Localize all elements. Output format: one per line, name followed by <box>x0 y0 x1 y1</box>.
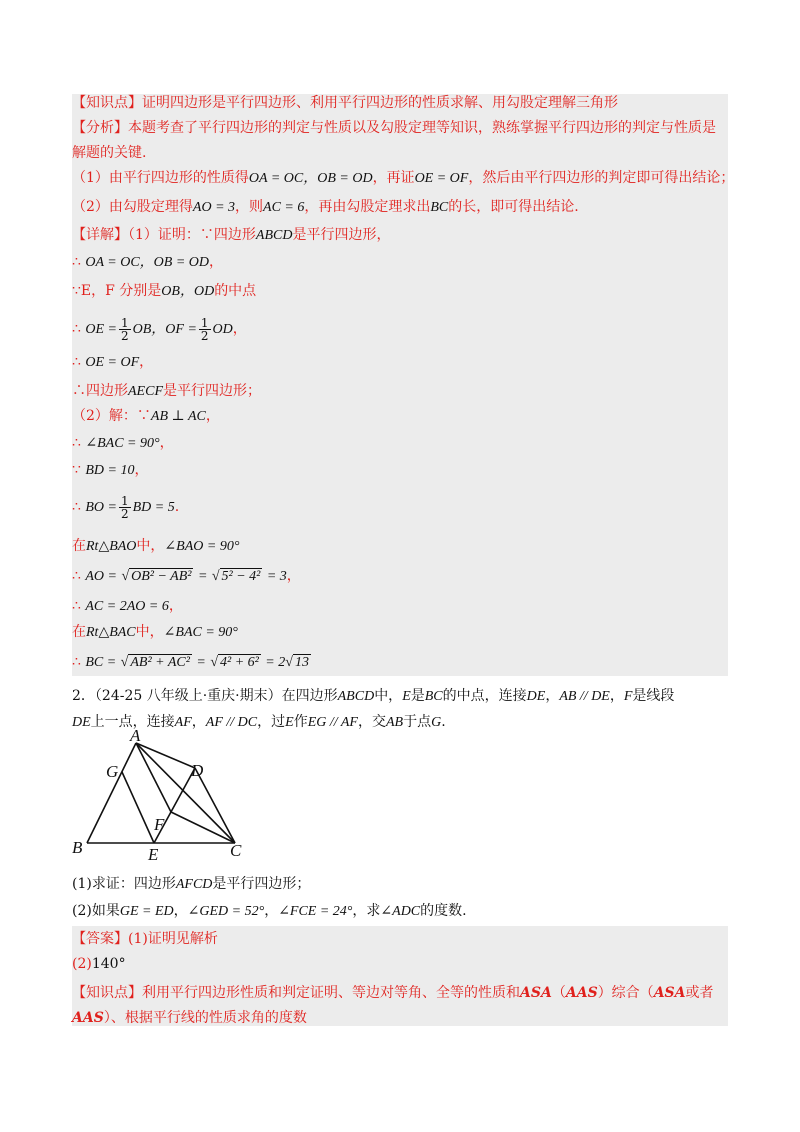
point-label-g: G <box>106 762 119 781</box>
fraction-half: $\frac{1}{2}$ <box>120 315 129 343</box>
segment-ab <box>87 743 136 843</box>
point-label-b: B <box>72 838 83 857</box>
sub-question-2: (2)如果GE = ED，∠GED = 52°，∠FCE = 24°，求∠ADC的度数. <box>72 903 467 919</box>
answer-line-2: (2)140° <box>72 956 126 972</box>
knowledge-points-label: 【知识点】 <box>72 95 142 111</box>
step-aecf-parallelogram: ∴四边形AECF是平行四边形； <box>72 383 261 399</box>
step-ac: ∴ AC = 2AO = 6， <box>72 598 183 614</box>
step-oe-eq-of: ∴ OE = OF， <box>72 354 154 370</box>
point-label-c: C <box>230 841 242 860</box>
step-midpoints: ∵E，F 分别是OB，OD的中点 <box>72 283 257 299</box>
segment-ad <box>136 743 195 768</box>
problem2-line2: DE上一点，连接AF，AF // DC，过E作EG // AF，交AB于点G. <box>72 714 446 730</box>
point-label-f: F <box>154 815 165 834</box>
segment-fc <box>171 812 235 843</box>
analysis-part1: （1）由平行四边形的性质得OA = OC，OB = OD，再证OE = OF，然后由平行四边形的判定即可得出结论； <box>72 170 735 186</box>
step-bd: ∵ BD = 10， <box>72 462 149 478</box>
answer-label: 【答案】 <box>72 931 128 947</box>
knowledge-points-2-line-2: AAS）、根据平行线的性质求角的度数 <box>72 1010 307 1026</box>
step-oa-oc: ∴ OA = OC，OB = OD， <box>72 254 224 270</box>
point-label-e: E <box>148 845 159 864</box>
detail-label: 【详解】 <box>72 227 128 243</box>
step-rt-bac: 在Rt△BAC中，∠BAC = 90° <box>72 624 238 640</box>
step-angle-bac: ∴ ∠BAC = 90°， <box>72 435 174 451</box>
step-rt-bao: 在Rt△BAO中，∠BAO = 90° <box>72 538 240 554</box>
segment-ac <box>136 743 235 843</box>
analysis-label: 【分析】 <box>72 120 128 136</box>
point-label-a: A <box>130 730 141 745</box>
segment-ge <box>122 772 154 843</box>
point-label-d: D <box>191 761 204 780</box>
step-bc: ∴ BC = √ AB² + AC² = √ 4² + 6² = 2√ 13 <box>72 654 309 670</box>
analysis-line: 【分析】本题考查了平行四边形的判定与性质以及勾股定理等知识，熟练掌握平行四边形的判定与性质是 <box>72 120 716 136</box>
problem2-line1: 2．（24-25 八年级上·重庆·期末）在四边形ABCD中，E是BC的中点，连接DE，AB // DE，F是线段 <box>72 688 675 704</box>
step-ao: ∴ AO = √ OB² − AB² = √ 5² − 4² = 3， <box>72 568 301 584</box>
segment-af <box>136 743 171 812</box>
geometry-figure <box>60 730 260 870</box>
knowledge-points-2-line-1: 【知识点】利用平行四边形性质和判定证明、等边对等角、全等的性质和ASA（AAS）综合（ASA或者 <box>72 985 714 1001</box>
analysis-part2: （2）由勾股定理得AO = 3，则AC = 6，再由勾股定理求出BC的长，即可得出结论. <box>72 199 579 215</box>
answer-line-1: 【答案】(1)证明见解析 <box>72 931 218 947</box>
step-bo: ∴ BO = $\frac{1}{2}$ BD = 5. <box>72 493 180 521</box>
part2-start: （2）解：∵AB ⊥ AC， <box>72 408 220 424</box>
detail-line: 【详解】（1）证明：∵四边形ABCD是平行四边形， <box>72 227 391 243</box>
knowledge-points-line: 【知识点】证明四边形是平行四边形、利用平行四边形的性质求解、用勾股定理解三角形 <box>72 95 618 111</box>
analysis-line-2: 解题的关键. <box>72 145 147 161</box>
fraction-half: $\frac{1}{2}$ <box>120 493 129 521</box>
sub-question-1: (1)求证：四边形AFCD是平行四边形； <box>72 876 311 892</box>
fraction-half: $\frac{1}{2}$ <box>200 315 209 343</box>
step-oe-of-fraction: ∴ OE = $\frac{1}{2}$ OB，OF = $\frac{1}{2}$ OD， <box>72 315 247 343</box>
